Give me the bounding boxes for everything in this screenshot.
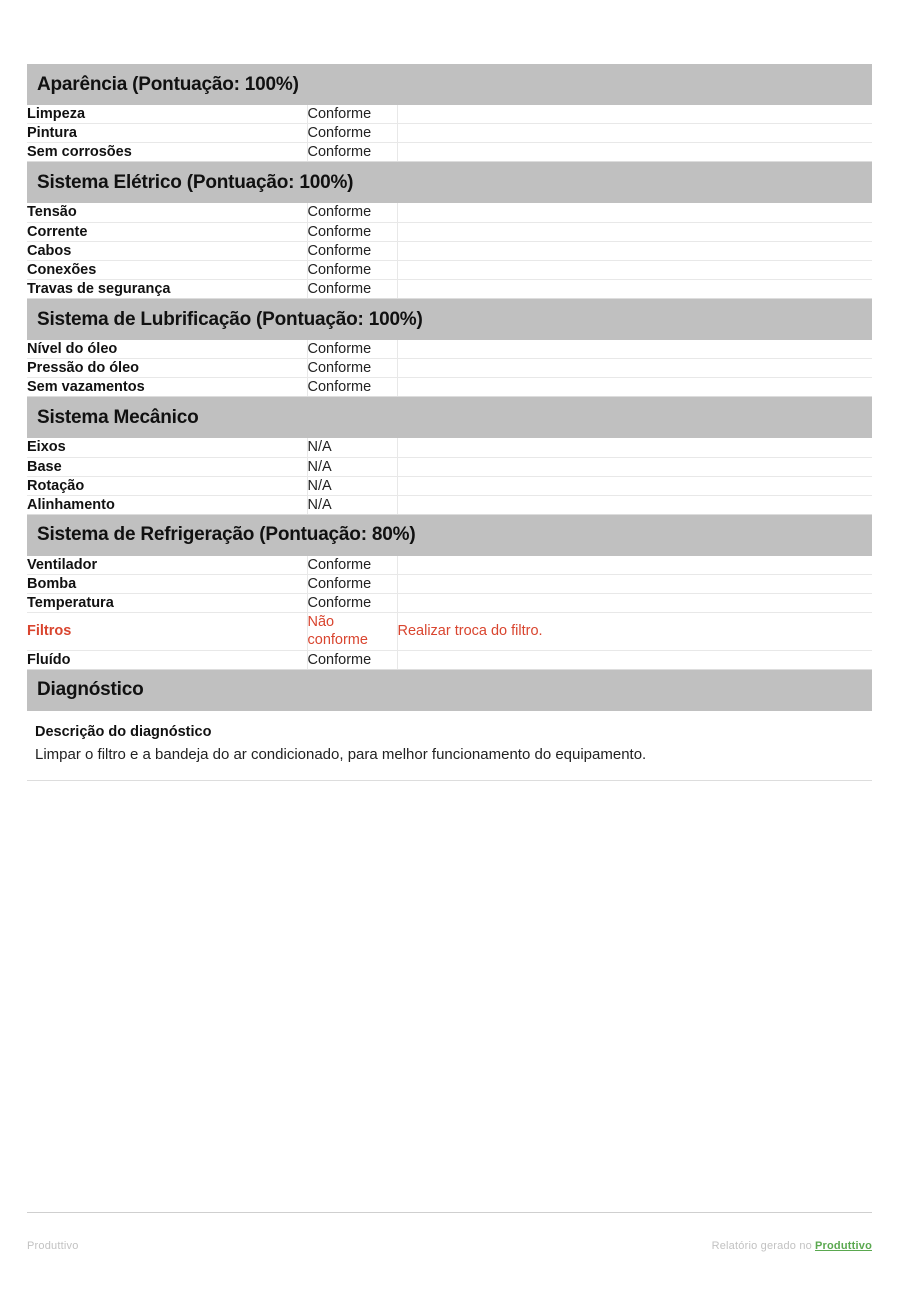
checklist-table-sistema-de-lubrificacao (27, 340, 872, 397)
item-status: Conforme (307, 594, 397, 613)
item-status: Conforme (307, 650, 397, 669)
item-label: Nível do óleo (27, 340, 307, 359)
footer-brand: Produttivo (27, 1240, 79, 1252)
item-note (397, 575, 872, 594)
item-status: Conforme (307, 124, 397, 143)
footer-generated-by (712, 1240, 872, 1252)
table-row (27, 203, 872, 222)
table-row (27, 613, 872, 650)
table-row (27, 143, 872, 162)
item-label: Temperatura (27, 594, 307, 613)
item-status: N/A (307, 438, 397, 457)
inspection-report (27, 64, 872, 781)
section-diagnostico (27, 670, 872, 781)
item-status: Conforme (307, 260, 397, 279)
item-note (397, 340, 872, 359)
section-sistema-de-lubrificacao (27, 299, 872, 397)
table-row (27, 556, 872, 575)
section-sistema-de-refrigeracao (27, 515, 872, 670)
sections-container (27, 64, 872, 670)
section-sistema-eletrico (27, 162, 872, 299)
table-row (27, 340, 872, 359)
item-note (397, 260, 872, 279)
item-status: Conforme (307, 575, 397, 594)
checklist-table-sistema-de-refrigeracao (27, 556, 872, 670)
table-row (27, 594, 872, 613)
item-label: Fluído (27, 650, 307, 669)
item-label: Eixos (27, 438, 307, 457)
item-status: Conforme (307, 105, 397, 124)
item-label: Limpeza (27, 105, 307, 124)
table-row (27, 476, 872, 495)
table-row (27, 279, 872, 298)
item-status: Não conforme (307, 613, 397, 650)
item-label: Rotação (27, 476, 307, 495)
item-note (397, 438, 872, 457)
item-note (397, 241, 872, 260)
table-row (27, 575, 872, 594)
table-row (27, 359, 872, 378)
item-note (397, 105, 872, 124)
section-title: Sistema Elétrico (Pontuação: 100%) (37, 171, 354, 193)
item-note (397, 378, 872, 397)
item-label: Pintura (27, 124, 307, 143)
item-label: Sem vazamentos (27, 378, 307, 397)
diagnostic-label: Descrição do diagnóstico (35, 723, 212, 740)
item-label: Cabos (27, 241, 307, 260)
item-note: Realizar troca do filtro. (397, 613, 872, 650)
footer-divider (27, 1212, 872, 1213)
table-row (27, 378, 872, 397)
section-header-sistema-eletrico (27, 162, 872, 203)
page-footer (27, 1212, 872, 1252)
item-status: Conforme (307, 203, 397, 222)
item-label: Alinhamento (27, 495, 307, 514)
table-row (27, 241, 872, 260)
section-header-sistema-mecanico (27, 397, 872, 438)
item-label: Pressão do óleo (27, 359, 307, 378)
item-status: N/A (307, 495, 397, 514)
item-label: Travas de segurança (27, 279, 307, 298)
table-row (27, 457, 872, 476)
section-title: Sistema Mecânico (37, 406, 199, 428)
item-note (397, 495, 872, 514)
section-title: Sistema de Refrigeração (Pontuação: 80%) (37, 524, 416, 546)
footer-produttivo-link[interactable]: Produttivo (815, 1240, 872, 1252)
diagnostic-body (27, 711, 872, 781)
item-status: N/A (307, 457, 397, 476)
item-note (397, 650, 872, 669)
table-row (27, 105, 872, 124)
item-note (397, 143, 872, 162)
table-row (27, 495, 872, 514)
item-note (397, 124, 872, 143)
item-label: Filtros (27, 613, 307, 650)
item-label: Base (27, 457, 307, 476)
item-status: Conforme (307, 359, 397, 378)
item-label: Corrente (27, 222, 307, 241)
item-status: N/A (307, 476, 397, 495)
section-title: Sistema de Lubrificação (Pontuação: 100%) (37, 308, 423, 330)
item-status: Conforme (307, 556, 397, 575)
item-label: Tensão (27, 203, 307, 222)
section-header-aparencia (27, 64, 872, 105)
footer-row (27, 1240, 872, 1252)
section-sistema-mecanico (27, 397, 872, 515)
item-note (397, 594, 872, 613)
item-note (397, 457, 872, 476)
section-title: Diagnóstico (37, 679, 144, 701)
item-note (397, 203, 872, 222)
section-title: Aparência (Pontuação: 100%) (37, 73, 299, 95)
item-status: Conforme (307, 241, 397, 260)
section-header-sistema-de-lubrificacao (27, 299, 872, 340)
checklist-table-sistema-eletrico (27, 203, 872, 299)
item-status: Conforme (307, 340, 397, 359)
item-status: Conforme (307, 143, 397, 162)
checklist-table-sistema-mecanico (27, 438, 872, 515)
footer-generated-label: Relatório gerado no (711, 1240, 812, 1252)
item-note (397, 556, 872, 575)
item-note (397, 222, 872, 241)
table-row (27, 438, 872, 457)
checklist-table-aparencia (27, 105, 872, 162)
section-aparencia (27, 64, 872, 162)
diagnostic-text: Limpar o filtro e a bandeja do ar condicionado, para melhor funcionamento do equipamento. (35, 746, 647, 764)
item-status: Conforme (307, 222, 397, 241)
item-status: Conforme (307, 378, 397, 397)
table-row (27, 124, 872, 143)
table-row (27, 222, 872, 241)
section-header-sistema-de-refrigeracao (27, 515, 872, 556)
item-label: Ventilador (27, 556, 307, 575)
item-label: Bomba (27, 575, 307, 594)
item-note (397, 279, 872, 298)
table-row (27, 260, 872, 279)
item-status: Conforme (307, 279, 397, 298)
item-note (397, 359, 872, 378)
table-row (27, 650, 872, 669)
item-label: Conexões (27, 260, 307, 279)
item-label: Sem corrosões (27, 143, 307, 162)
section-header-diagnostico (27, 670, 872, 711)
item-note (397, 476, 872, 495)
